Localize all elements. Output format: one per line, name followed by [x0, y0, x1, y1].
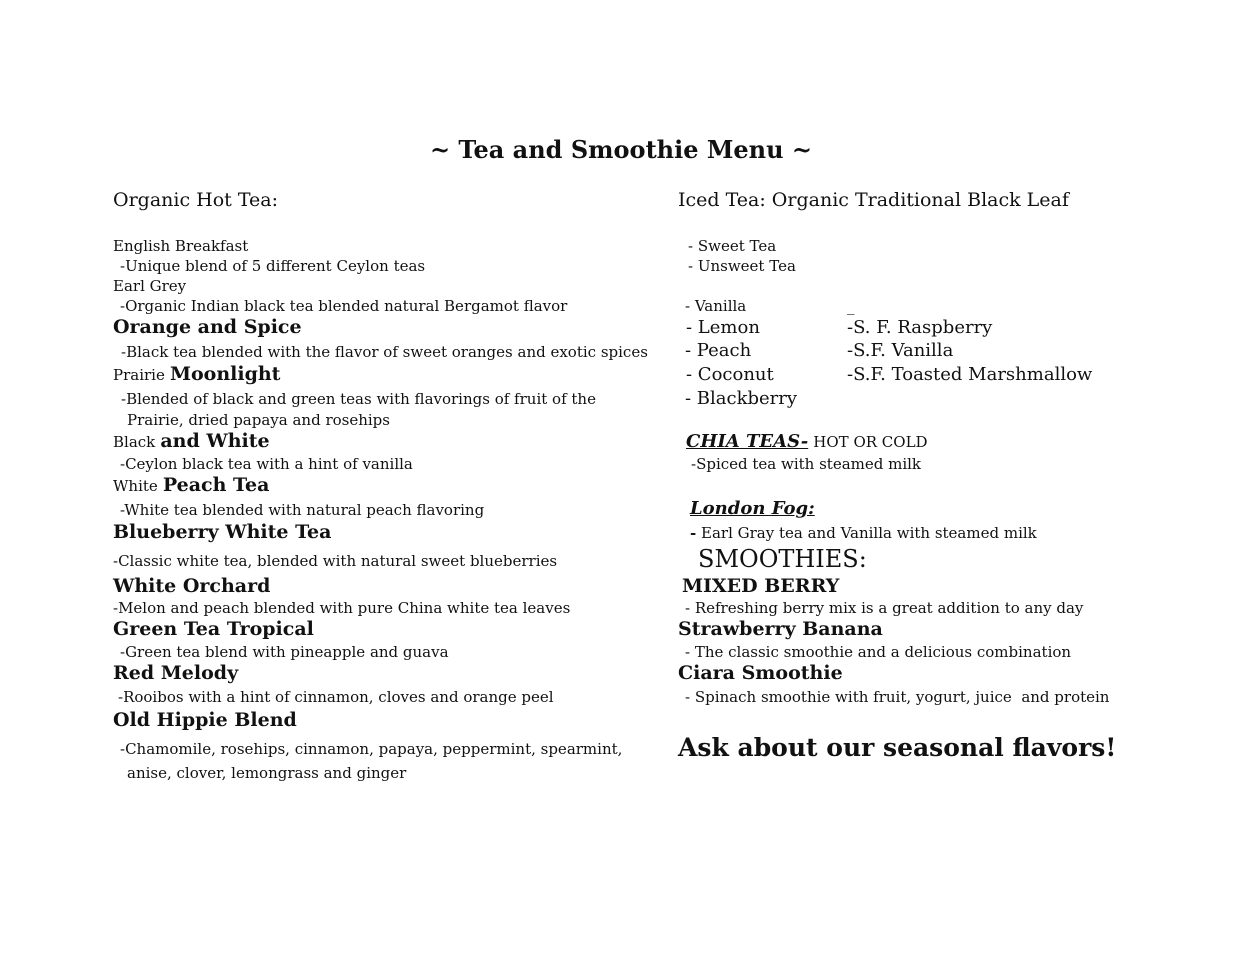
item-green-tropical-name: Green Tea Tropical	[113, 618, 314, 640]
item-earl-grey-name: Earl Grey	[113, 277, 187, 295]
flavor-coconut: - Coconut	[686, 364, 774, 385]
item-black-white-desc: -Ceylon black tea with a hint of vanilla	[120, 455, 413, 473]
iced-option-sweet: - Sweet Tea	[688, 237, 777, 255]
hot-tea-heading: Organic Hot Tea:	[113, 189, 278, 211]
item-red-melody-name: Red Melody	[113, 662, 239, 684]
item-white-prefix: White	[113, 477, 158, 495]
london-fog-name: London Fog:	[690, 498, 815, 519]
flavor-lemon: - Lemon	[686, 317, 760, 338]
item-green-tropical-desc: -Green tea blend with pineapple and guava	[120, 643, 449, 661]
item-peach-tea-name: Peach Tea	[162, 474, 270, 496]
chia-name: CHIA TEAS-	[686, 431, 809, 452]
item-white-peach	[113, 476, 269, 495]
item-english-breakfast-desc: -Unique blend of 5 different Ceylon teas	[120, 257, 426, 275]
flavor-dash-mark: _	[847, 297, 855, 315]
smoothie-mixed-berry-name: MIXED BERRY	[682, 575, 840, 597]
item-white-orchard-desc: -Melon and peach blended with pure China white tea leaves	[113, 599, 571, 617]
seasonal-flavors-note: Ask about our seasonal flavors!	[678, 733, 1117, 762]
item-prairie-prefix: Prairie	[113, 366, 165, 384]
iced-option-unsweet: - Unsweet Tea	[688, 257, 796, 275]
item-prairie-moonlight	[113, 365, 280, 384]
menu-title: ~ Tea and Smoothie Menu ~	[429, 135, 813, 164]
smoothie-strawberry-banana-desc: - The classic smoothie and a delicious combination	[685, 643, 1072, 661]
item-moonlight-name: Moonlight	[169, 363, 281, 385]
item-black-prefix: Black	[113, 433, 156, 451]
flavor-vanilla: - Vanilla	[685, 297, 747, 315]
iced-tea-heading: Iced Tea: Organic Traditional Black Leaf	[678, 189, 1069, 211]
item-blueberry-desc: -Classic white tea, blended with natural sweet blueberries	[113, 552, 558, 570]
item-and-white-name: and White	[160, 430, 270, 452]
item-old-hippie-desc: -Chamomile, rosehips, cinnamon, papaya, peppermint, spearmint,	[120, 740, 623, 758]
item-white-orchard-name: White Orchard	[113, 575, 271, 597]
smoothie-ciara-desc: - Spinach smoothie with fruit, yogurt, juice and protein	[685, 688, 1110, 706]
london-fog-dash: -	[690, 524, 697, 542]
flavor-blackberry: - Blackberry	[685, 388, 798, 409]
chia-note: HOT OR COLD	[813, 433, 928, 451]
item-old-hippie-name: Old Hippie Blend	[113, 709, 297, 731]
london-fog-desc-line	[690, 526, 1037, 541]
flavor-sf-vanilla: -S.F. Vanilla	[847, 340, 954, 361]
flavor-peach: - Peach	[685, 340, 752, 361]
item-moonlight-desc: -Blended of black and green teas with flavorings of fruit of the	[121, 390, 596, 408]
item-earl-grey-desc: -Organic Indian black tea blended natural Bergamot flavor	[120, 297, 568, 315]
item-english-breakfast-name: English Breakfast	[113, 237, 249, 255]
item-moonlight-desc-cont: Prairie, dried papaya and rosehips	[127, 411, 390, 429]
flavor-sf-toasted-marshmallow: -S.F. Toasted Marshmallow	[847, 364, 1093, 385]
smoothie-mixed-berry-desc: - Refreshing berry mix is a great addition to any day	[685, 599, 1084, 617]
item-orange-spice-desc: -Black tea blended with the flavor of sweet oranges and exotic spices	[121, 343, 648, 361]
flavor-sf-raspberry: -S. F. Raspberry	[847, 317, 993, 338]
smoothie-ciara-name: Ciara Smoothie	[678, 662, 843, 684]
item-orange-spice-name: Orange and Spice	[113, 316, 302, 338]
item-black-white	[113, 432, 270, 451]
item-white-peach-desc: -White tea blended with natural peach flavoring	[120, 501, 485, 519]
item-blueberry-name: Blueberry White Tea	[113, 521, 332, 543]
chia-desc: -Spiced tea with steamed milk	[691, 455, 922, 473]
london-fog-desc: Earl Gray tea and Vanilla with steamed milk	[701, 524, 1037, 542]
smoothie-strawberry-banana-name: Strawberry Banana	[678, 618, 883, 640]
item-old-hippie-desc-cont: anise, clover, lemongrass and ginger	[127, 764, 407, 782]
item-red-melody-desc: -Rooibos with a hint of cinnamon, cloves and orange peel	[118, 688, 554, 706]
smoothies-heading: SMOOTHIES:	[698, 545, 867, 573]
chia-title-line	[678, 433, 928, 451]
